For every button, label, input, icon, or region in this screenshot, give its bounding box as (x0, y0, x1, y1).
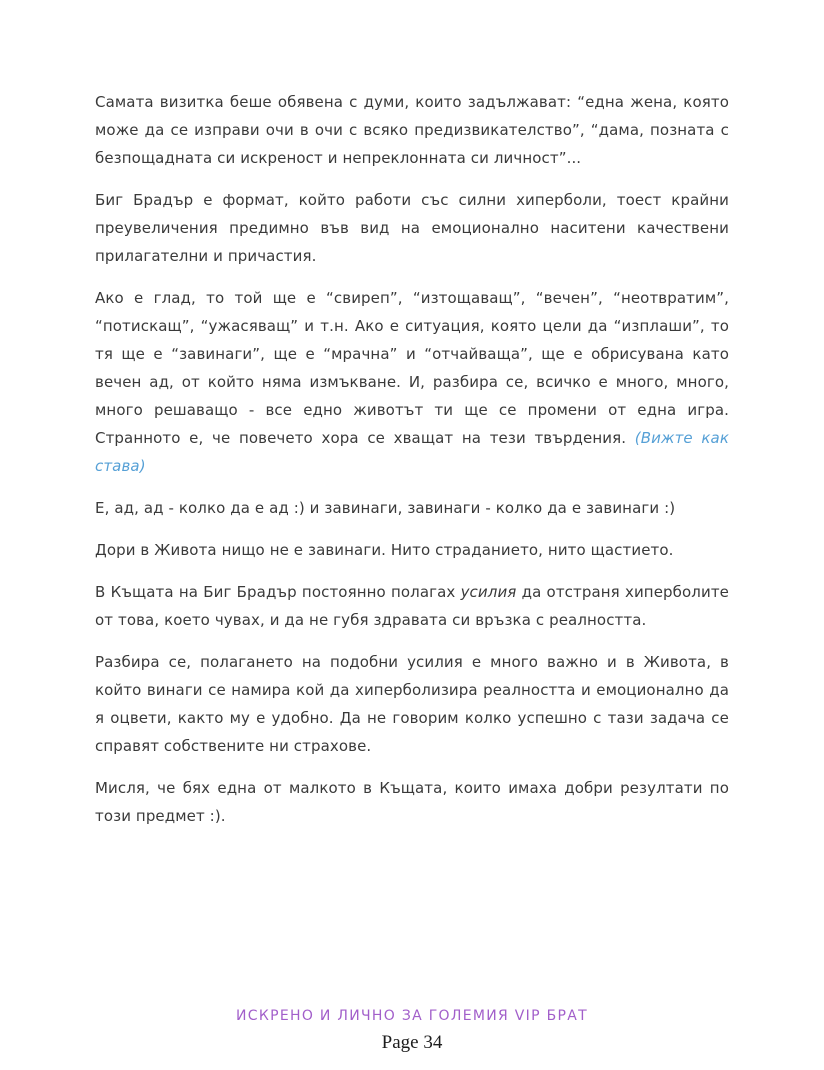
text-run: В Къщата на Биг Брадър постоянно полагах (95, 583, 461, 601)
text-run: Дори в Живота нищо не е завинаги. Нито страданието, нито щастието. (95, 541, 674, 559)
paragraph-life-efforts (95, 648, 729, 760)
text-run: Ако е глад, то той ще е “свиреп”, “изтощаващ”, “вечен”, “неотвратим”, “потискащ”, “ужасяващ” и т.н. Ако е ситуация, която цели да “изплаши”, то тя ще е “завинаги”, ще е “мрачна” и “отчайваща”, ще е обрисувана като вечен ад, от който няма измъкване. И, разбира се, всичко е много, много, много решаващо - все едно животът ти ще се промени от една игра. Странното е, че повечето хора се хващат на тези твърдения. (95, 289, 729, 447)
see-how-it-happens-link[interactable]: (Вижте как става) (95, 429, 730, 475)
page-number: Page 34 (381, 1032, 443, 1053)
paragraph-efforts (95, 578, 729, 634)
text-run: Е, ад, ад - колко да е ад :) и завинаги, завинаги - колко да е завинаги :) (95, 499, 676, 517)
paragraph-format (95, 186, 729, 270)
paragraph-intro (95, 88, 729, 172)
emphasized-word: усилия (460, 583, 517, 601)
text-run: да отстраня хиперболите от това, което чувах, и да не губя здравата си връзка с реалността. (95, 583, 729, 629)
paragraph-good-results (95, 774, 729, 830)
page-content (95, 88, 729, 844)
text-run: Самата визитка беше обявена с думи, които задължават: “една жена, която може да се изправи очи в очи с всяко предизвикателство”, “дама, позната с безпощадната си искреност и непреклонната си личност”... (95, 93, 729, 167)
paragraph-nothing-forever (95, 536, 729, 564)
paragraph-hell-forever (95, 494, 729, 522)
text-run: Разбира се, полагането на подобни усилия е много важно и в Живота, в който винаги се намира кой да хиперболизира реалността и емоционално да я оцвети, както му е удобно. Да не говорим колко успешно с тази задача се справят собствените ни страхове. (95, 653, 729, 755)
paragraph-hyperboles (95, 284, 729, 480)
text-run: Мисля, че бях една от малкото в Къщата, които имаха добри резултати по този предмет :). (95, 779, 729, 825)
text-run: Биг Брадър е формат, който работи със силни хиперболи, тоест крайни преувеличения предимно във вид на емоционално наситени качествени прилагателни и причастия. (95, 191, 729, 265)
footer-book-title: ИСКРЕНО И ЛИЧНО ЗА ГОЛЕМИЯ VIP БРАТ (236, 1008, 588, 1024)
